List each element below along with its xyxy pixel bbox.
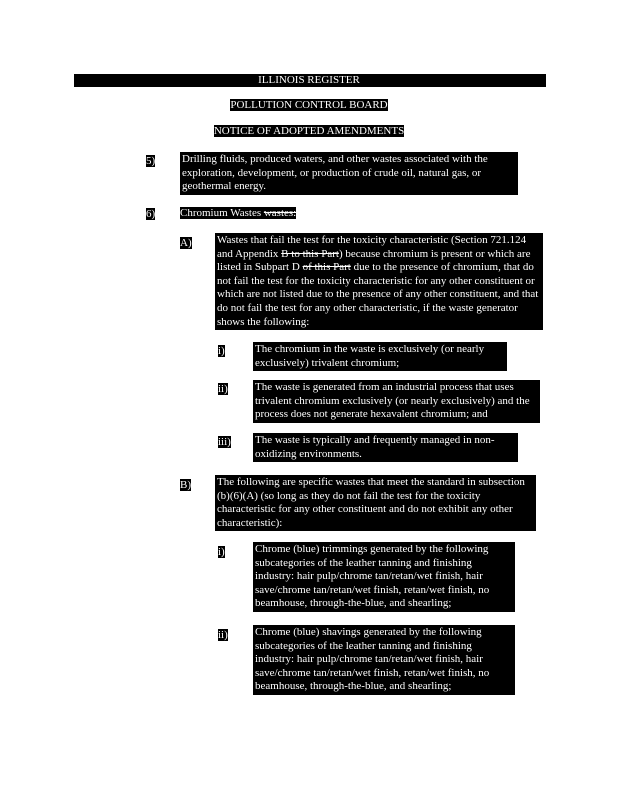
item-6-title xyxy=(180,207,296,220)
item-6-title-struck: wastes: xyxy=(263,207,297,219)
item-A-iii-number: iii) xyxy=(218,436,231,448)
item-A-iii-text: The waste is typically and frequently managed in non-oxidizing environments. xyxy=(253,433,518,462)
item-A-struck-2: of this Part xyxy=(302,261,351,274)
register-title: ILLINOIS REGISTER xyxy=(258,74,360,86)
item-6-title-text: Chromium Wastes xyxy=(180,207,262,219)
item-B-ii-number: ii) xyxy=(218,629,228,641)
item-B-number: B) xyxy=(180,479,191,491)
item-B-i-number: i) xyxy=(218,546,225,558)
item-A-text-1: Wastes that fail the test for the toxicity characteristic (Section 721.124 and Appendix xyxy=(217,234,527,260)
item-B-text: The following are specific wastes that meet the standard in subsection (b)(6)(A) (so long as they do not fail the test for the toxicity characteristic for any other constituent and do not exhibit any other characteristic): xyxy=(215,475,536,531)
item-6-number: 6) xyxy=(146,208,156,220)
item-A-text-2: ) because chromium is present or which are listed in Subpart D xyxy=(217,247,531,274)
item-A-i-text: The chromium in the waste is exclusively (or nearly exclusively) trivalent chromium; xyxy=(253,342,507,371)
item-A-i-number: i) xyxy=(218,345,225,357)
item-B-i-text: Chrome (blue) trimmings generated by the following subcategories of the leather tanning and finishing industry: hair pulp/chrome tan/retan/wet finish, hair save/chrome tan/retan/wet finish, retan/wet finish, no beamhouse, through-the-blue, and shearling; xyxy=(253,542,515,612)
board-title: POLLUTION CONTROL BOARD xyxy=(230,99,388,111)
item-A-text-3: due to the presence of chromium, that do not fail the test for the toxicity characteristic for any other constituent or which are not listed due to the presence of any other constituent, and that do not fail the test for any other characteristic, if the waste generator shows the following: xyxy=(217,261,539,328)
item-A-text xyxy=(215,233,543,330)
notice-title: NOTICE OF ADOPTED AMENDMENTS xyxy=(213,125,405,137)
item-5-text: Drilling fluids, produced waters, and other wastes associated with the exploration, development, or production of crude oil, natural gas, or geothermal energy. xyxy=(180,152,518,195)
item-A-number: A) xyxy=(180,237,192,249)
item-A-struck-1: B to this Part xyxy=(281,247,339,260)
item-A-ii-text: The waste is generated from an industrial process that uses trivalent chromium exclusively (or nearly exclusively) and the process does not generate hexavalent chromium; and xyxy=(253,380,540,423)
item-5-number: 5) xyxy=(146,155,156,167)
item-A-ii-number: ii) xyxy=(218,383,228,395)
item-B-ii-text: Chrome (blue) shavings generated by the following subcategories of the leather tanning and finishing industry: hair pulp/chrome tan/retan/wet finish, hair save/chrome tan/retan/wet finish, retan/wet finish, no beamhouse, through-the-blue, and shearling; xyxy=(253,625,515,695)
